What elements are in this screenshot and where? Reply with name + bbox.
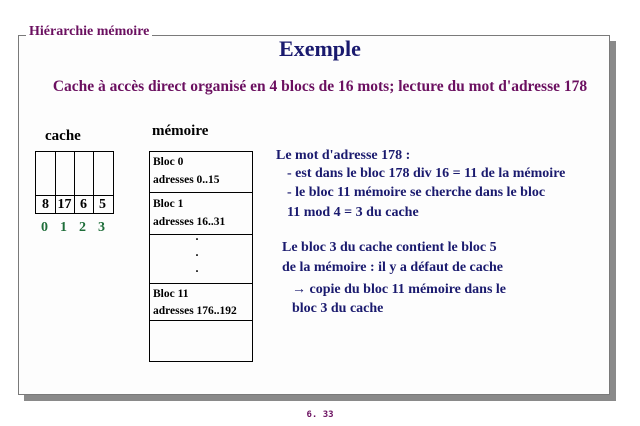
slide-subtitle: Cache à accès direct organisé en 4 blocs de 16 mots; lecture du mot d'adresse 178 — [52, 78, 588, 95]
cache-index-1: 1 — [60, 220, 67, 235]
slide-title: Exemple — [279, 36, 361, 61]
memory-label: mémoire — [152, 123, 209, 139]
explanation-paragraph-2-cont: de la mémoire : il y a défaut de cache — [282, 260, 503, 275]
ellipsis-dot: · — [195, 248, 200, 262]
explanation-bullet-2: - le bloc 11 mémoire se cherche dans le bloc — [287, 185, 546, 200]
explanation-conclusion: → copie du bloc 11 mémoire dans le — [292, 282, 507, 297]
ellipsis-dot: · — [195, 264, 200, 278]
memory-block-11-name: Bloc 11 — [153, 288, 189, 300]
cache-index-2: 2 — [79, 220, 86, 235]
cache-index-3: 3 — [98, 220, 105, 235]
explanation-paragraph-2: Le bloc 3 du cache contient le bloc 5 — [282, 240, 497, 255]
memory-block-1-name: Bloc 1 — [153, 198, 184, 210]
page-number: 6. 33 — [306, 410, 334, 420]
explanation-bullet-1: - est dans le bloc 178 div 16 = 11 de la mémoire — [287, 166, 566, 181]
memory-divider — [150, 320, 252, 321]
cache-cell-3: 5 — [99, 197, 106, 212]
explanation-conclusion-cont: bloc 3 du cache — [292, 301, 384, 316]
cache-cell-2: 6 — [80, 197, 87, 212]
cache-cell-1: 17 — [57, 197, 72, 212]
slide-section-label: Hiérarchie mémoire — [26, 24, 152, 40]
cache-cell-0: 8 — [42, 197, 49, 212]
memory-block-0-range: adresses 0..15 — [153, 174, 220, 186]
memory-block-0-name: Bloc 0 — [153, 156, 184, 168]
memory-block-1-range: adresses 16..31 — [153, 216, 226, 228]
memory-divider — [150, 192, 252, 193]
memory-blocks — [149, 151, 253, 362]
memory-divider — [150, 283, 252, 284]
explanation-bullet-2-cont: 11 mod 4 = 3 du cache — [287, 205, 419, 220]
explanation-heading: Le mot d'adresse 178 : — [276, 148, 411, 163]
ellipsis-dot: · — [195, 232, 200, 246]
cache-grid — [35, 151, 114, 214]
cache-index-0: 0 — [41, 220, 48, 235]
memory-block-11-range: adresses 176..192 — [153, 305, 237, 317]
cache-label: cache — [45, 128, 81, 144]
memory-divider — [150, 234, 252, 235]
